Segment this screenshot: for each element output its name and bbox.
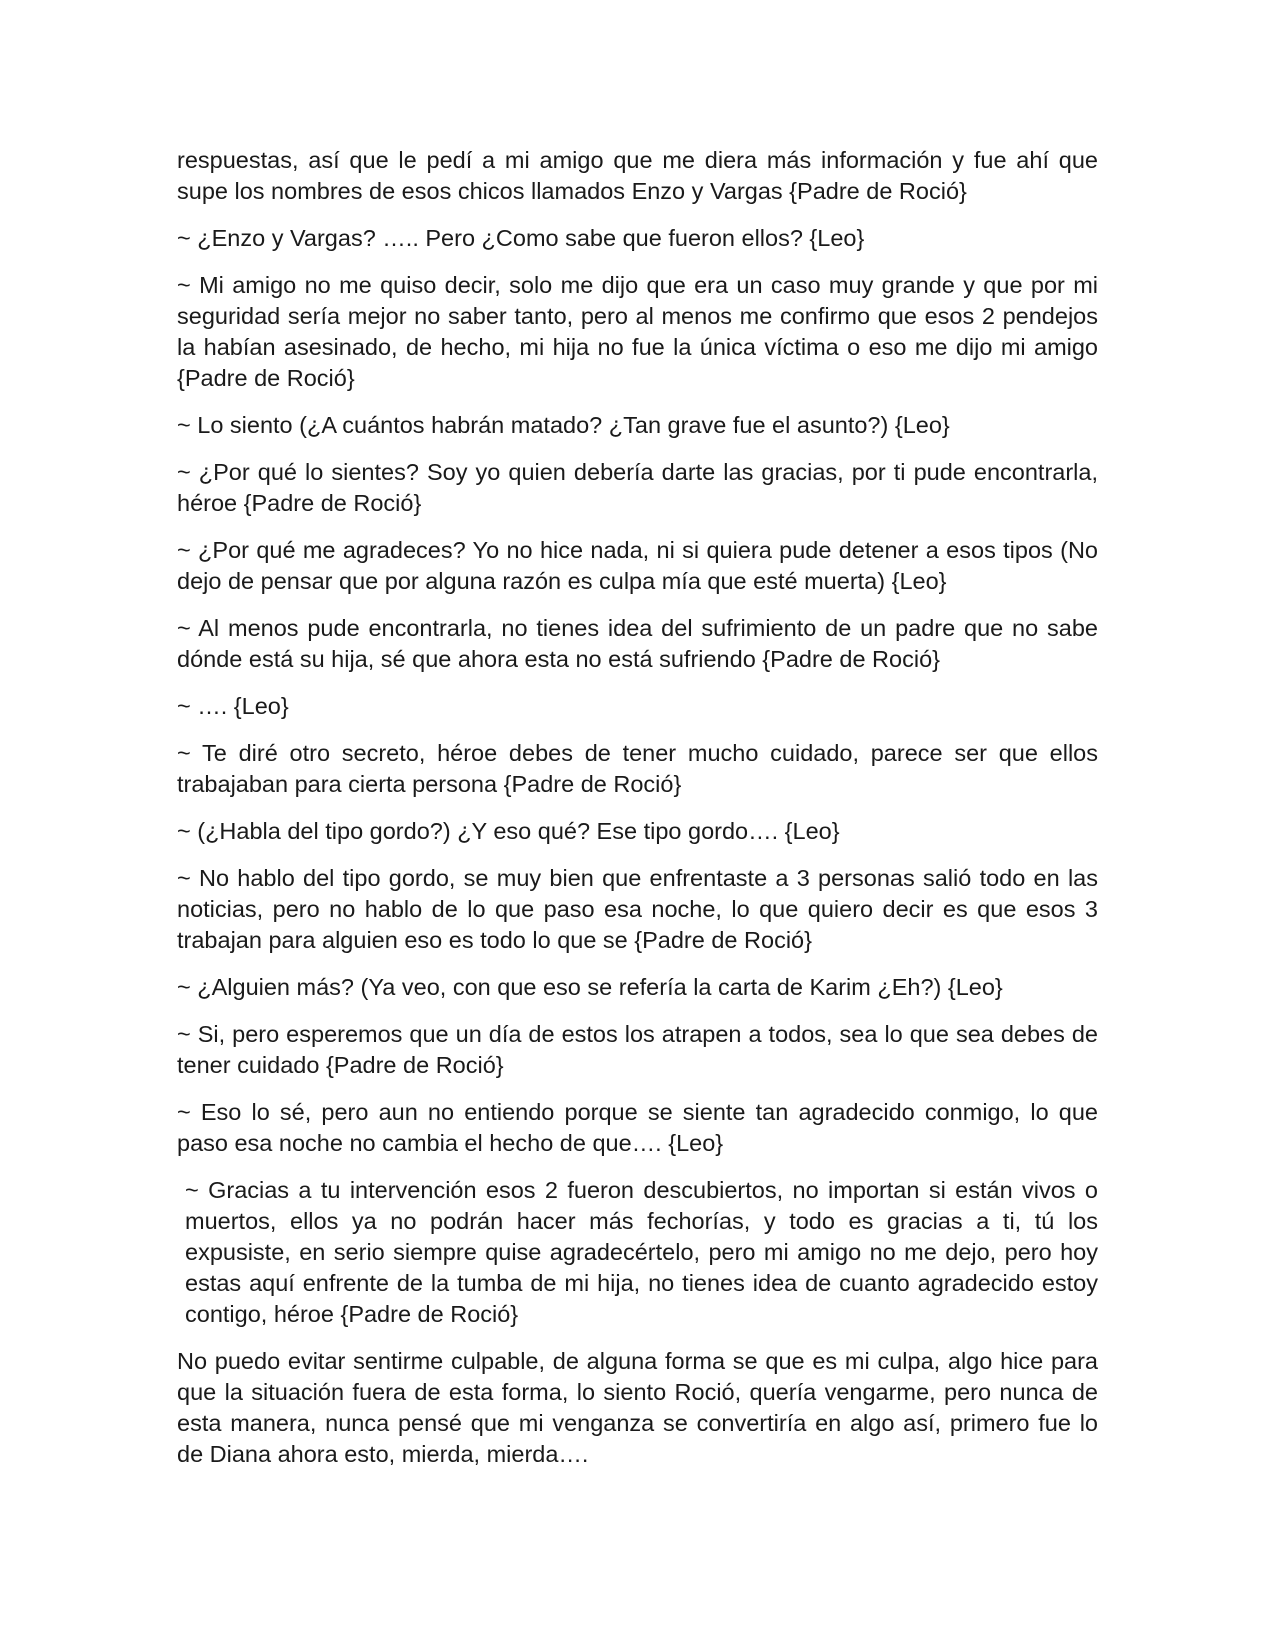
- paragraph: ~ No hablo del tipo gordo, se muy bien que enfrentaste a 3 personas salió todo en las noticias, pero no hablo de lo que paso esa noche, lo que quiero decir es que esos 3 trabajan para alguien eso es todo lo que se {Padre de Roció}: [177, 865, 1098, 953]
- document-body: [177, 145, 1098, 1486]
- paragraph: ~ (¿Habla del tipo gordo?) ¿Y eso qué? Ese tipo gordo…. {Leo}: [177, 818, 840, 844]
- paragraph: No puedo evitar sentirme culpable, de alguna forma se que es mi culpa, algo hice para que la situación fuera de esta forma, lo siento Roció, quería vengarme, pero nunca de esta manera, nunca pensé que mi venganza se convertiría en algo así, primero fue lo de Diana ahora esto, mierda, mierda….: [177, 1348, 1098, 1467]
- paragraph: ~ ¿Por qué me agradeces? Yo no hice nada, ni si quiera pude detener a esos tipos (No dejo de pensar que por alguna razón es culpa mía que esté muerta) {Leo}: [177, 537, 1098, 594]
- paragraph: ~ Gracias a tu intervención esos 2 fueron descubiertos, no importan si están vivos o muertos, ellos ya no podrán hacer más fechorías, y todo es gracias a ti, tú los expusiste, en serio siempre quise agradecértelo, pero mi amigo no me dejo, pero hoy estas aquí enfrente de la tumba de mi hija, no tienes idea de cuanto agradecido estoy contigo, héroe {Padre de Roció}: [185, 1177, 1098, 1327]
- paragraph: ~ Al menos pude encontrarla, no tienes idea del sufrimiento de un padre que no sabe dónde está su hija, sé que ahora esta no está sufriendo {Padre de Roció}: [177, 615, 1098, 672]
- paragraph: ~ Si, pero esperemos que un día de estos los atrapen a todos, sea lo que sea debes de tener cuidado {Padre de Roció}: [177, 1021, 1098, 1078]
- paragraph: ~ …. {Leo}: [177, 693, 289, 719]
- paragraph: ~ Mi amigo no me quiso decir, solo me dijo que era un caso muy grande y que por mi seguridad sería mejor no saber tanto, pero al menos me confirmo que esos 2 pendejos la habían asesinado, de hecho, mi hija no fue la única víctima o eso me dijo mi amigo {Padre de Roció}: [177, 272, 1098, 391]
- paragraph: ~ ¿Por qué lo sientes? Soy yo quien debería darte las gracias, por ti pude encontrarla, héroe {Padre de Roció}: [177, 459, 1098, 516]
- paragraph: respuestas, así que le pedí a mi amigo que me diera más información y fue ahí que supe los nombres de esos chicos llamados Enzo y Vargas {Padre de Roció}: [177, 147, 1098, 204]
- paragraph: ~ ¿Alguien más? (Ya veo, con que eso se refería la carta de Karim ¿Eh?) {Leo}: [177, 974, 1003, 1000]
- paragraph: ~ ¿Enzo y Vargas? ….. Pero ¿Como sabe que fueron ellos? {Leo}: [177, 225, 865, 251]
- paragraph: ~ Lo siento (¿A cuántos habrán matado? ¿Tan grave fue el asunto?) {Leo}: [177, 412, 950, 438]
- paragraph: ~ Eso lo sé, pero aun no entiendo porque se siente tan agradecido conmigo, lo que paso esa noche no cambia el hecho de que…. {Leo}: [177, 1099, 1098, 1156]
- paragraph: ~ Te diré otro secreto, héroe debes de tener mucho cuidado, parece ser que ellos trabajaban para cierta persona {Padre de Roció}: [177, 740, 1098, 797]
